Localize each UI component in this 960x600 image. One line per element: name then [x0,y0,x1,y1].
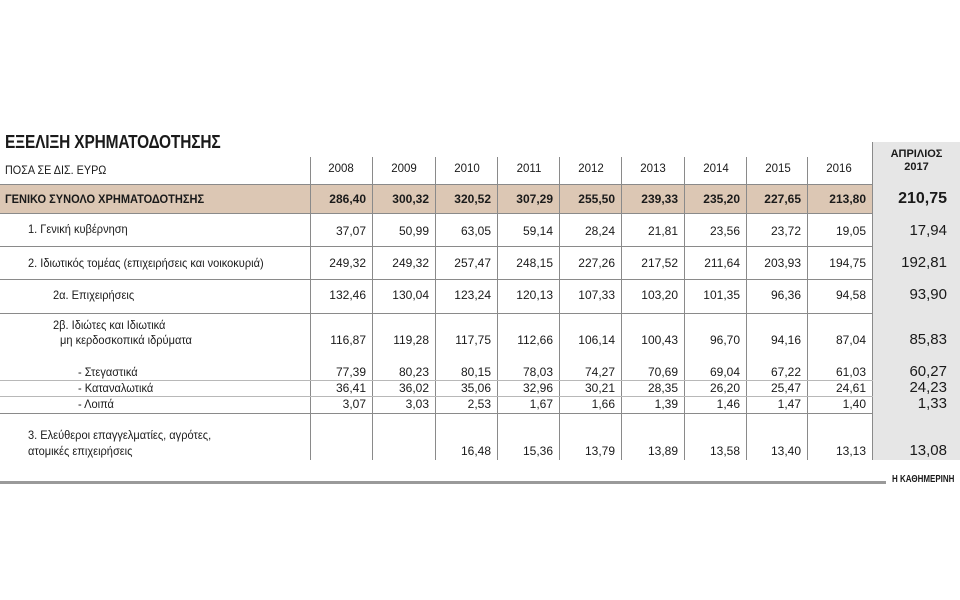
table-cell-r7-c2: 2,53 [467,397,491,411]
table-cell-r1-c3: 59,14 [522,224,553,238]
table-cell-r6-c7: 25,47 [770,381,801,395]
table-cell-r6-c0: 36,41 [335,381,366,395]
row-label-mortgages: - Στεγαστικά [78,365,138,379]
table-cell-r2-c7: 203,93 [764,256,801,270]
table-cell-r3-c2: 123,24 [454,288,491,302]
row-label-businesses: 2α. Επιχειρήσεις [53,288,135,302]
table-cell-r2-c9: 192,81 [901,254,947,271]
table-cell-r8-c4: 13,79 [584,444,615,458]
table-cell-r3-c0: 132,46 [329,288,366,302]
table-cell-r7-c4: 1,66 [591,397,615,411]
table-cell-r6-c6: 26,20 [709,381,740,395]
row-rule [0,213,873,214]
year-header-april-2017 [873,148,960,174]
table-cell-r1-c7: 23,72 [770,224,801,238]
year-header-2009: 2009 [391,163,417,175]
row-label-individuals-line2: μη κερδοσκοπικά ιδρύματα [60,333,192,347]
row-rule [0,279,873,280]
table-cell-r5-c2: 80,15 [460,365,491,379]
table-cell-r6-c3: 32,96 [522,381,553,395]
table-subtitle: ΠΟΣΑ ΣΕ ΔΙΣ. ΕΥΡΩ [5,163,107,177]
table-cell-r5-c0: 77,39 [335,365,366,379]
table-cell-r4-c4: 106,14 [578,333,615,347]
table-cell-r6-c8: 24,61 [835,381,866,395]
table-cell-r3-c3: 120,13 [516,288,553,302]
table-cell-r5-c4: 74,27 [584,365,615,379]
table-cell-r2-c2: 257,47 [454,256,491,270]
year-header-2010: 2010 [454,163,480,175]
table-cell-r4-c2: 117,75 [455,333,491,347]
row-label-private-sector: 2. Ιδιωτικός τομέας (επιχειρήσεις και νοικοκυριά) [28,256,264,270]
table-cell-r3-c1: 130,04 [392,288,429,302]
year-header-2011: 2011 [516,163,542,175]
column-rule [807,157,808,460]
table-cell-r1-c1: 50,99 [398,224,429,238]
table-cell-r2-c3: 248,15 [516,256,553,270]
table-cell-r0-c9: 210,75 [898,190,947,207]
row-label-individuals-line1: 2β. Ιδιώτες και Ιδιωτικά [53,318,166,332]
table-cell-r7-c5: 1,39 [654,397,678,411]
row-label-total: ΓΕΝΙΚΟ ΣΥΝΟΛΟ ΧΡΗΜΑΤΟΔΟΤΗΣΗΣ [5,192,205,206]
table-cell-r0-c3: 307,29 [516,192,553,206]
table-cell-r3-c9: 93,90 [909,286,947,303]
table-cell-r4-c9: 85,83 [909,331,947,348]
table-cell-r8-c6: 13,58 [709,444,740,458]
table-cell-r3-c4: 107,33 [578,288,615,302]
publisher-credit: Η ΚΑΘΗΜΕΡΙΝΗ [892,474,955,485]
row-rule [0,413,873,414]
table-cell-r5-c5: 70,69 [647,365,678,379]
row-label-self-employed-line1: 3. Ελεύθεροι επαγγελματίες, αγρότες, [28,428,212,442]
table-cell-r8-c8: 13,13 [835,444,866,458]
table-cell-r1-c8: 19,05 [835,224,866,238]
table-cell-r0-c8: 213,80 [829,192,866,206]
table-cell-r6-c4: 30,21 [584,381,615,395]
table-cell-r1-c9: 17,94 [909,222,947,239]
row-rule [0,246,873,247]
table-cell-r6-c2: 35,06 [460,381,491,395]
table-cell-r0-c6: 235,20 [703,192,740,206]
table-cell-r2-c5: 217,52 [641,256,678,270]
table-cell-r4-c6: 96,70 [709,333,740,347]
table-cell-r7-c8: 1,40 [842,397,866,411]
year-header-2017-label: 2017 [904,161,929,173]
table-title: ΕΞΕΛΙΞΗ ΧΡΗΜΑΤΟΔΟΤΗΣΗΣ [5,132,221,152]
table-cell-r2-c0: 249,32 [329,256,366,270]
table-cell-r0-c2: 320,52 [454,192,491,206]
table-cell-r6-c9: 24,23 [909,379,947,396]
table-cell-r7-c0: 3,07 [342,397,366,411]
row-rule [0,313,873,314]
table-cell-r5-c1: 80,23 [398,365,429,379]
table-cell-r8-c9: 13,08 [909,442,947,459]
table-cell-r7-c1: 3,03 [405,397,429,411]
table-cell-r8-c2: 16,48 [460,444,491,458]
year-header-april-label: ΑΠΡΙΛΙΟΣ [890,148,943,160]
table-cell-r0-c1: 300,32 [392,192,429,206]
table-cell-r7-c7: 1,47 [777,397,801,411]
table-cell-r1-c5: 21,81 [647,224,678,238]
table-cell-r3-c7: 96,36 [770,288,801,302]
table-cell-r8-c7: 13,40 [770,444,801,458]
table-cell-r8-c5: 13,89 [647,444,678,458]
table-cell-r5-c7: 67,22 [770,365,801,379]
row-label-consumer: - Καταναλωτικά [78,381,154,395]
footer-rule [0,481,886,484]
table-cell-r4-c0: 116,87 [330,333,366,347]
year-header-2008: 2008 [328,163,354,175]
table-cell-r1-c0: 37,07 [335,224,366,238]
row-label-other: - Λοιπά [78,397,114,411]
table-cell-r3-c6: 101,35 [703,288,740,302]
table-cell-r0-c4: 255,50 [578,192,615,206]
table-cell-r1-c4: 28,24 [584,224,615,238]
table-cell-r4-c3: 112,66 [517,333,553,347]
table-cell-r4-c7: 94,16 [770,333,801,347]
table-cell-r8-c3: 15,36 [522,444,553,458]
table-cell-r3-c5: 103,20 [641,288,678,302]
table-cell-r4-c1: 119,28 [393,333,429,347]
table-cell-r6-c5: 28,35 [647,381,678,395]
table-cell-r2-c1: 249,32 [392,256,429,270]
table-cell-r5-c6: 69,04 [709,365,740,379]
table-cell-r0-c0: 286,40 [329,192,366,206]
table-cell-r2-c8: 194,75 [829,256,866,270]
table-cell-r5-c3: 78,03 [522,365,553,379]
table-cell-r1-c2: 63,05 [460,224,491,238]
row-rule [0,184,873,185]
table-cell-r2-c4: 227,26 [578,256,615,270]
table-cell-r1-c6: 23,56 [709,224,740,238]
table-cell-r0-c7: 227,65 [764,192,801,206]
table-cell-r2-c6: 211,64 [704,256,740,270]
table-cell-r4-c5: 100,43 [641,333,678,347]
table-cell-r7-c6: 1,46 [716,397,740,411]
table-cell-r5-c9: 60,27 [909,363,947,380]
year-header-2012: 2012 [578,163,604,175]
table-cell-r7-c9: 1,33 [917,395,947,412]
year-header-2016: 2016 [826,163,852,175]
year-header-2013: 2013 [640,163,666,175]
table-cell-r6-c1: 36,02 [398,381,429,395]
row-label-self-employed-line2: ατομικές επιχειρήσεις [28,444,133,458]
table-cell-r5-c8: 61,03 [835,365,866,379]
year-header-2015: 2015 [765,163,791,175]
row-label-general-government: 1. Γενική κυβέρνηση [28,222,128,236]
table-cell-r3-c8: 94,58 [835,288,866,302]
year-header-2014: 2014 [703,163,729,175]
table-cell-r4-c8: 87,04 [835,333,866,347]
table-cell-r7-c3: 1,67 [529,397,553,411]
table-cell-r0-c5: 239,33 [641,192,678,206]
